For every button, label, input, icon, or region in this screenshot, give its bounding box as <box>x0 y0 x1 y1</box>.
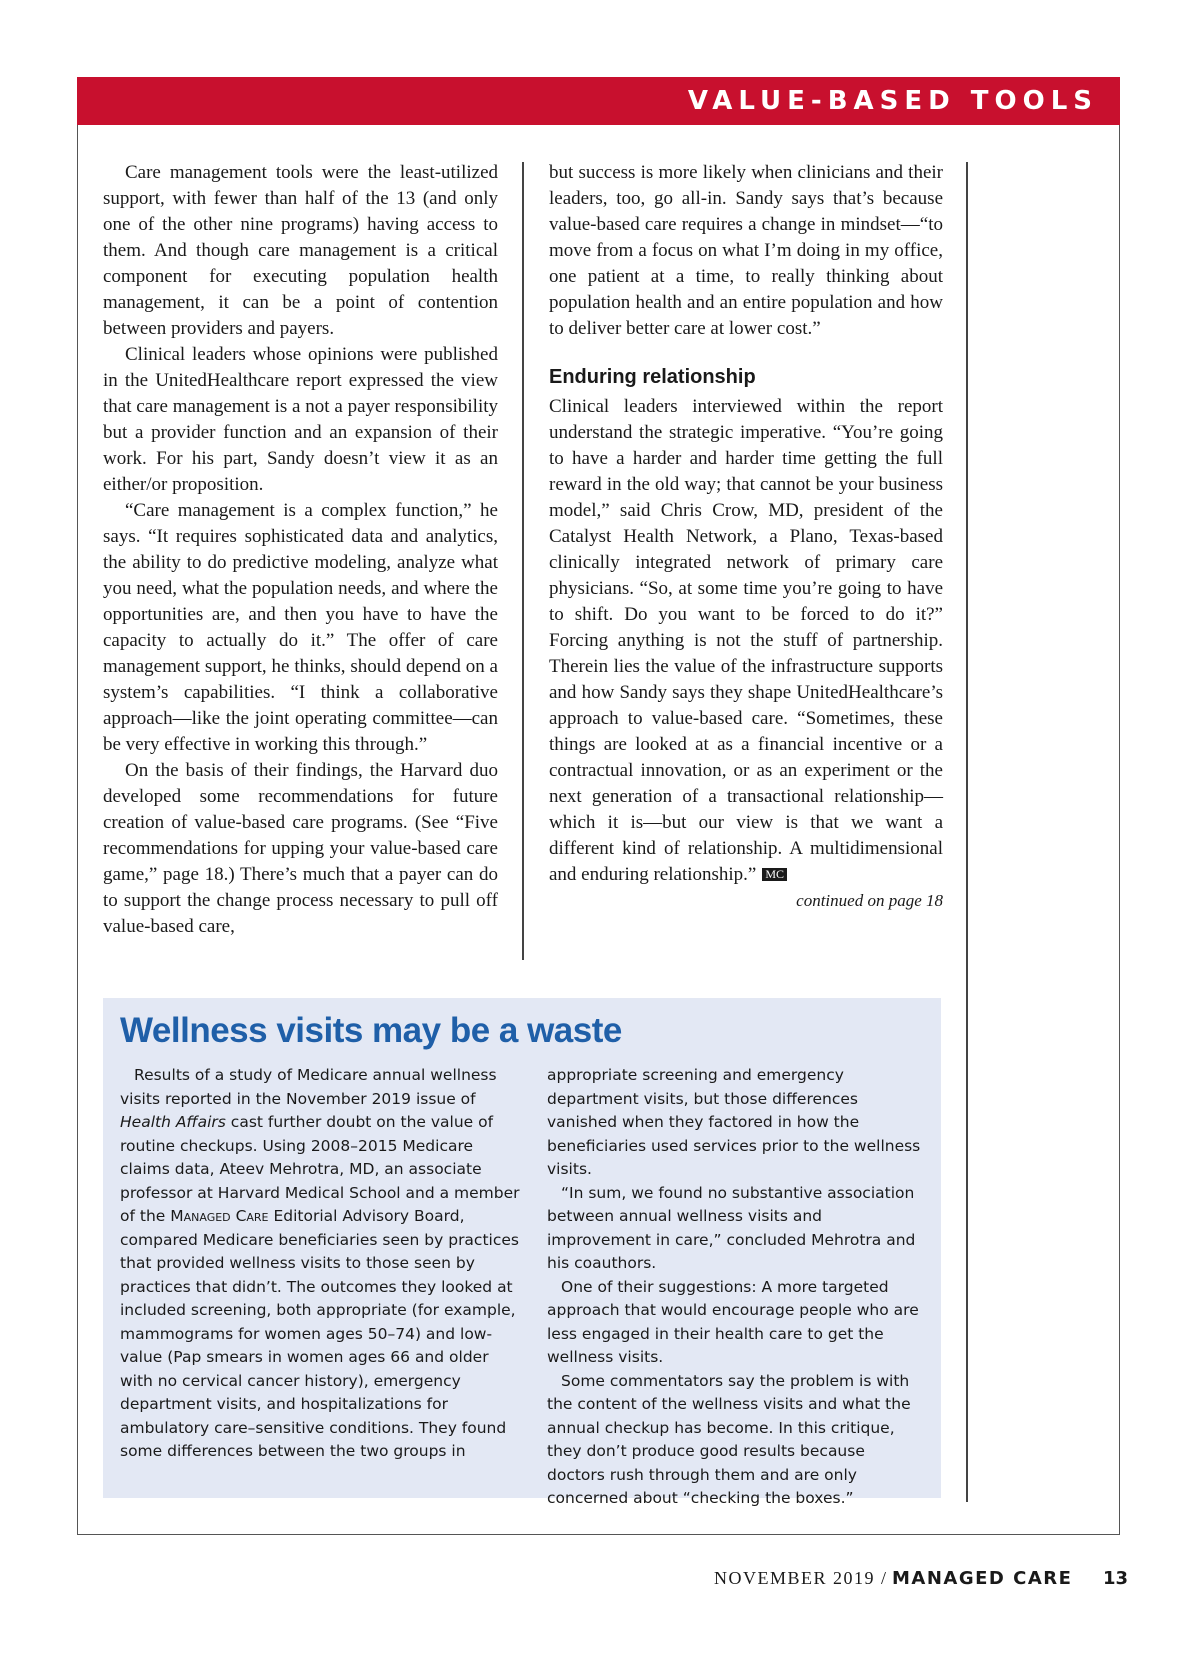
article-paragraph <box>549 394 943 888</box>
sidebar-box <box>103 998 941 1507</box>
sidebar-text: cast further doubt on the value of routine checkups. Using 2008–2015 Medicare claims data, Ateev Mehrotra, MD, an associate professor at Harvard Medical School and a member of the <box>120 1113 520 1225</box>
footer-issue-date: NOVEMBER 2019 / <box>714 1568 888 1588</box>
footer-publication: MANAGED CARE <box>892 1568 1073 1589</box>
article-paragraph: Clinical leaders whose opinions were published in the UnitedHealthcare report expressed the view that care management is a not a payer responsibility but a provider function and an expansion of their work. For his part, Sandy doesn’t view it as an either/or proposition. <box>103 344 498 495</box>
sidebar-title: Wellness visits may be a waste <box>120 1011 622 1050</box>
section-banner <box>77 77 1120 125</box>
sidebar-paragraph: Some commentators say the problem is with the content of the wellness visits and what the annual checkup has become. In this critique, they don’t produce good results because doctors rush through them and are only concerned about “checking the boxes.” <box>547 1371 911 1507</box>
journal-name: Health Affairs <box>120 1113 226 1131</box>
sidebar-column-left <box>120 1064 520 1464</box>
article-subhead: Enduring relationship <box>549 366 756 388</box>
sidebar-paragraph: appropriate screening and emergency department visits, but those differences vanished when they factored in how the beneficiaries used services prior to the wellness visits. <box>547 1066 921 1178</box>
sidebar-column-right <box>547 1064 927 1511</box>
end-mark-badge: MC <box>762 868 787 881</box>
continued-line: continued on page 18 <box>796 891 943 910</box>
sidebar-text: Results of a study of Medicare annual wellness visits reported in the November 2019 issue of <box>120 1066 497 1108</box>
margin-rule <box>966 162 968 1502</box>
article-paragraph-text: Clinical leaders interviewed within the report understand the strategic imperative. “You’re going to have a harder and harder time getting the full reward in the old way; that cannot be your business model,” said Chris Crow, MD, president of the Catalyst Health Network, a Plano, Texas-based clinically integrated network of primary care physicians. “So, at some time you’re going to have to shift. Do you want to be forced to do it?” Forcing anything is not the stuff of partnership. Therein lies the value of the infrastructure supports and how Sandy says they shape UnitedHealthcare’s approach to value-based care. “Sometimes, these things are looked at as a financial incentive or a contractual innovation, or as an experiment or the next generation of a transactional relationship—which it is—but our view is that we want a different kind of relationship. A multidimensional and enduring relationship.” <box>549 396 943 885</box>
section-title: VALUE-BASED TOOLS <box>687 86 1098 116</box>
sidebar-paragraph: One of their suggestions: A more targeted approach that would encourage people who are less engaged in their health care to get the wellness visits. <box>547 1277 919 1366</box>
sidebar-paragraph <box>120 1064 520 1464</box>
article-paragraph: Care management tools were the least-utilized support, with fewer than half of the 13 (and only one of the other nine programs) having access to them. And though care management is a critical component for executing population health management, it can be a point of contention between providers and payers. <box>103 162 498 339</box>
column-divider <box>522 162 524 960</box>
article-paragraph: but success is more likely when clinicians and their leaders, too, go all-in. Sandy says that’s because value-based care requires a change in mindset—“to move from a focus on what I’m doing in my office, one patient at a time, to really thinking about population health and an entire population and how to deliver better care at lower cost.” <box>549 162 943 339</box>
article-column-left <box>103 160 498 940</box>
page-footer <box>714 1568 1128 1589</box>
page-number: 13 <box>1102 1568 1128 1589</box>
article-column-right <box>549 160 943 914</box>
article-paragraph: On the basis of their findings, the Harvard duo developed some recommendations for future creation of value-based care programs. (See “Five recommendations for upping your value-based care game,” page 18.) There’s much that a payer can do to support the change process necessary to pull off value-based care, <box>103 760 498 937</box>
magazine-name: Managed Care <box>170 1207 269 1225</box>
sidebar-paragraph: “In sum, we found no substantive association between annual wellness visits and improvement in care,” concluded Mehrotra and his coauthors. <box>547 1183 916 1272</box>
article-paragraph: “Care management is a complex function,” he says. “It requires sophisticated data and analytics, the ability to do predictive modeling, analyze what you need, what the population needs, and where the opportunities are, and then you have to have the capacity to actually do it.” The offer of care management support, he thinks, should depend on a system’s capabilities. “I think a collaborative approach—like the joint operating committee—can be very effective in working this through.” <box>103 500 498 755</box>
sidebar-text: Editorial Advisory Board, compared Medicare beneficiaries seen by practices that provided wellness visits to those seen by practices that didn’t. The outcomes they looked at included screening, both appropriate (for example, mammograms for women ages 50–74) and low-value (Pap smears in women ages 66 and older with no cervical cancer history), emergency department visits, and hospitalizations for ambulatory care–sensitive conditions. They found some differences between the two groups in <box>120 1207 519 1460</box>
